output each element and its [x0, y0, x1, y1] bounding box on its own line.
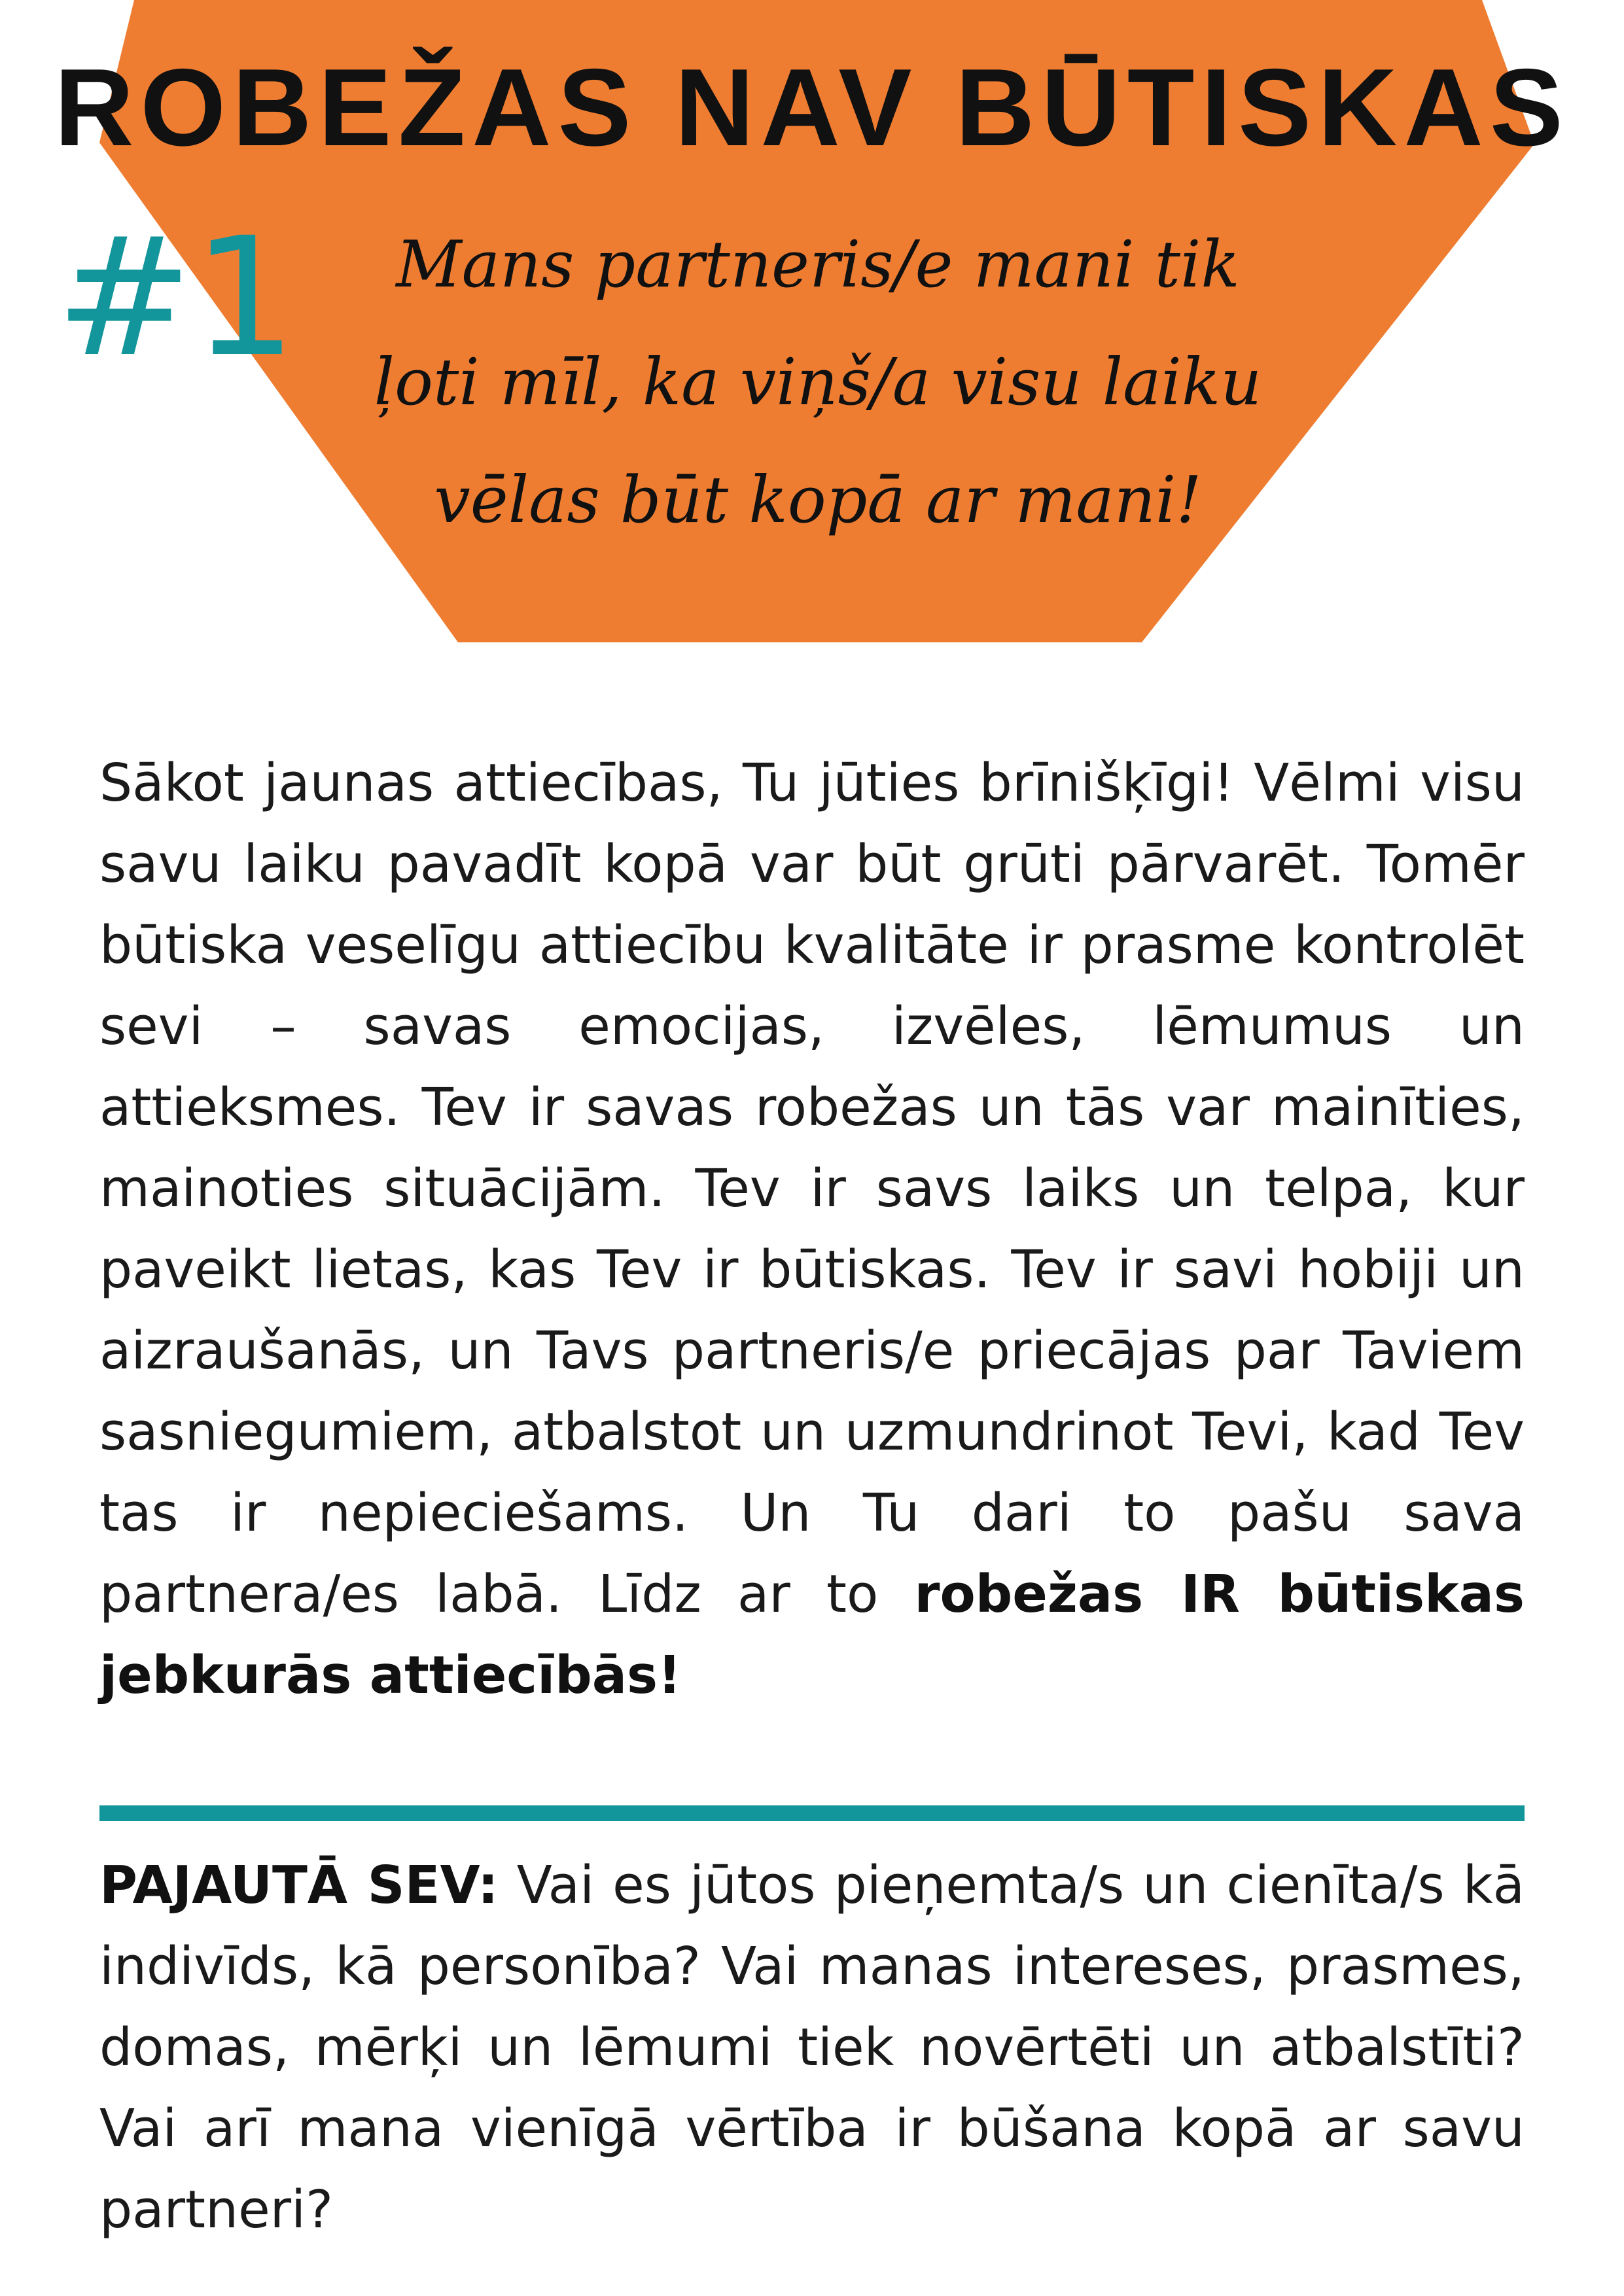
section-divider [99, 1805, 1525, 1821]
body-paragraph [99, 742, 1525, 1716]
question-paragraph [99, 1845, 1525, 2250]
section-number: #1 [56, 202, 297, 392]
body-emphasis: robežas IR būtiskas jebkurās attiecībās! [99, 1564, 1525, 1705]
question-label: PAJAUTĀ SEV: [99, 1855, 499, 1915]
page-title: ROBEŽAS NAV BŪTISKAS [54, 46, 1570, 169]
question-text: Vai es jūtos pieņemta/s un cienīta/s kā indivīds, kā personība? Vai manas intereses, prasmes, domas, mērķi un lēmumi tiek novērtēti un atbalstīti? Vai arī mana vienīgā vērtība ir būšana kopā ar savu partneri? [99, 1855, 1525, 2240]
body-text: Sākot jaunas attiecības, Tu jūties brīnišķīgi! Vēlmi visu savu laiku pavadīt kopā var būt grūti pārvarēt. Tomēr būtiska veselīgu attiecību kvalitāte ir prasme kontrolēt sevi – savas emocijas, izvēles, lēmumus un attieksmes. Tev ir savas robežas un tās var mainīties, mainoties situācijām. Tev ir savs laiks un telpa, kur paveikt lietas, kas Tev ir būtiskas. Tev ir savi hobiji un aizraušanās, un Tavs partneris/e priecājas par Taviem sasniegumiem, atbalstot un uzmundrinot Tevi, kad Tev tas ir nepieciešams. Un Tu dari to pašu sava partnera/es labā. Līdz ar to [99, 753, 1525, 1624]
header-quote: Mans partneris/e mani tik ļoti mīl, ka viņš/a visu laiku vēlas būt kopā ar mani! [374, 228, 1262, 538]
